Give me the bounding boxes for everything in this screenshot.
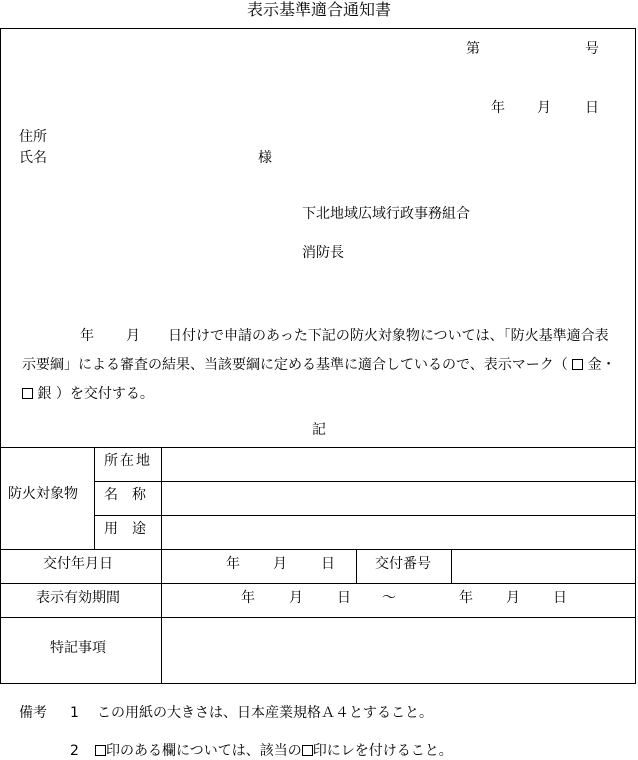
validity-label: 表示有効期間 xyxy=(36,590,120,606)
note-2-line xyxy=(95,744,453,758)
date-day-label: 日 xyxy=(585,100,599,116)
gold-checkbox[interactable] xyxy=(572,359,583,370)
document-title: 表示基準適合通知書 xyxy=(246,0,391,19)
validity-from-year: 年 xyxy=(241,590,255,606)
location-field[interactable] xyxy=(162,448,636,481)
date-year-label: 年 xyxy=(491,100,505,116)
issue-number-label: 交付番号 xyxy=(375,556,431,572)
fire-object-label: 防火対象物 xyxy=(8,486,78,502)
notes-label: 備考 xyxy=(19,705,47,721)
note-checkbox-symbol xyxy=(95,745,106,756)
issue-date-label: 交付年月日 xyxy=(43,556,113,572)
issue-date-month: 月 xyxy=(273,556,287,572)
address-label: 住所 xyxy=(19,129,47,145)
remarks-field[interactable] xyxy=(162,618,636,683)
issuer-organization: 下北地域広域行政事務組合 xyxy=(302,206,470,222)
mark-separator: ・ xyxy=(601,357,616,373)
body-text-1: 日付けで申請のあった下記の防火対象物については、「防火基準適合表示要綱」による審査の結果、当該要綱に定める基準に適合しているので、表示マーク（ xyxy=(22,328,609,373)
validity-to-year: 年 xyxy=(459,590,473,606)
note-2-text-b: 印にレを付けること。 xyxy=(312,743,453,759)
issue-date-day: 日 xyxy=(321,556,335,572)
note-2-text-a: 印のある欄については、該当の xyxy=(106,743,302,759)
number-prefix: 第 xyxy=(466,41,480,57)
table-divider xyxy=(94,447,95,549)
note-1-text: この用紙の大きさは、日本産業規格Ａ４とすること。 xyxy=(97,705,433,721)
body-text-2: ）を交付する。 xyxy=(55,386,154,402)
body-year: 年 xyxy=(80,328,94,344)
body-month: 月 xyxy=(126,328,140,344)
table-divider xyxy=(356,549,357,583)
use-field[interactable] xyxy=(162,516,636,549)
validity-tilde: ～ xyxy=(382,590,396,606)
honorific: 様 xyxy=(258,150,272,166)
remarks-label: 特記事項 xyxy=(50,640,106,656)
note-2-number: 2 xyxy=(70,743,79,759)
issue-date-year: 年 xyxy=(226,556,240,572)
validity-from-month: 月 xyxy=(289,590,303,606)
use-label: 用 途 xyxy=(104,521,146,537)
object-name-field[interactable] xyxy=(162,482,636,515)
validity-from-day: 日 xyxy=(337,590,351,606)
note-1-number: 1 xyxy=(70,705,79,721)
validity-to-day: 日 xyxy=(553,590,567,606)
issue-number-field[interactable] xyxy=(452,550,636,583)
object-name-label: 名 称 xyxy=(104,487,146,503)
note-checkbox-symbol xyxy=(302,745,313,756)
table-rule xyxy=(0,583,636,584)
silver-label: 銀 xyxy=(37,386,52,402)
gold-label: 金 xyxy=(587,357,602,373)
name-label: 氏名 xyxy=(19,150,47,166)
body-paragraph xyxy=(22,322,618,409)
number-suffix: 号 xyxy=(585,41,599,57)
silver-checkbox[interactable] xyxy=(22,388,33,399)
validity-to-month: 月 xyxy=(506,590,520,606)
issuer-title: 消防長 xyxy=(302,245,344,261)
date-month-label: 月 xyxy=(537,100,551,116)
ki-heading: 記 xyxy=(312,422,326,438)
location-label: 所在地 xyxy=(104,453,152,469)
